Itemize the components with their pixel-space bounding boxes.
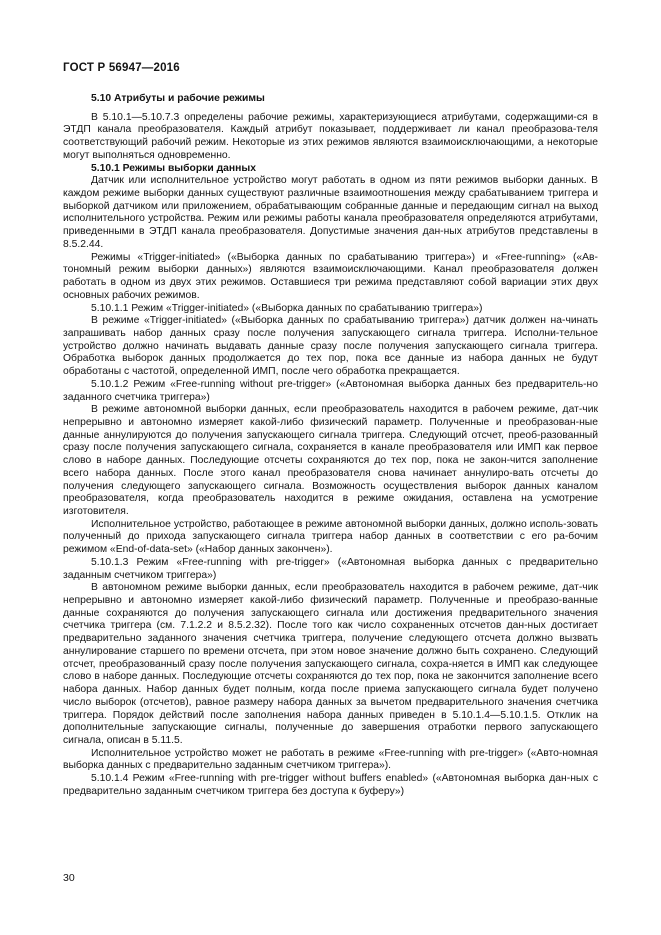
- paragraph: Режимы «Trigger-initiated» («Выборка данных по срабатыванию триггера») и «Free-running» («Ав-тономный режим выборки данных») являются взаимоисключающими. Канал преобразователя должен работать в одном из двух этих режимов. Оставшиеся три режима представляют собой вариации этих двух основных рабочих режимов.: [63, 251, 598, 301]
- document-body: [63, 93, 598, 799]
- document-id: ГОСТ Р 56947—2016: [63, 62, 180, 74]
- page-number: 30: [63, 872, 75, 884]
- paragraph: В режиме автономной выборки данных, если преобразователь находится в рабочем режиме, дат-чик непрерывно и автономно измеряет какой-либо физический параметр. Полученные и преобразован-ные данные аннулируются до получения запускающего сигнала триггера. Следующий отсчет, преоб-разованный сразу после получения запускающего сигнала, сохраняется в канале преобразователя или ИМП как первое слово в наборе данных. Последующие отсчеты сохраняются до тех пор, пока не закон-чится заполнение всего набора данных. После этого канал преобразователя снова начинает аннулиро-вать отсчеты до получения следующего запускающего сигнала. Возможность осуществления выборок данных каналом преобразователя, когда преобразователь находится в режиме ожидания, оставлена на усмотрение изготовителя.: [63, 404, 598, 517]
- paragraph: Исполнительное устройство может не работать в режиме «Free-running with pre-trigger» («Авто-номная выборка данных с предварительно заданным счетчиком триггера»).: [63, 747, 598, 772]
- section-title: 5.10 Атрибуты и рабочие режимы: [91, 93, 265, 104]
- clause-heading: 5.10.1.1 Режим «Trigger-initiated» («Выборка данных по срабатыванию триггера»): [91, 302, 483, 314]
- clause-heading: 5.10.1.4 Режим «Free-running with pre-trigger without buffers enabled» («Автономная выборка дан-ных с предварительно заданным счетчиком триггера без доступа к буферу»): [63, 773, 598, 797]
- subsection-title: 5.10.1 Режимы выборки данных: [91, 162, 256, 174]
- section-intro: В 5.10.1—5.10.7.3 определены рабочие режимы, характеризующиеся атрибутами, содержащими-ся в ЭТДП канала преобразователя. Каждый атрибут показывает, поддерживает ли канал преобразова-теля соответствующий рабочий режим. Некоторые из этих режимов являются взаимоисключающими, а некоторые могут выполняться одновременно.: [63, 111, 598, 161]
- paragraph: Датчик или исполнительное устройство могут работать в одном из пяти режимов выборки данных. В каждом режиме выборки данных существуют различные взаимоотношения между срабатыванием триггера и выборкой датчиком или приложением, обрабатывающим собранные данные и передающим сигнал на выход исполнительного устройства. Режим или режимы работы канала преобразователя определяются атрибутами, приведенными в ЭТДП канала преобразователя. Допустимые значения дан-ных атрибутов представлены в 8.5.2.44.: [63, 175, 598, 250]
- clause-heading: 5.10.1.3 Режим «Free-running with pre-trigger» («Автономная выборка данных с предварительно заданным счетчиком триггера»): [63, 556, 598, 581]
- paragraph: В режиме «Trigger-initiated» («Выборка данных по срабатыванию триггера») датчик должен на-чинать запрашивать набор данных сразу после получения запускающего сигнала триггера. Исполни-тельное устройство должно начинать выдавать данные сразу после получения запускающего сигнала триггера. Обработка выборок данных продолжается до тех пор, пока все данные из набора данных не будут обработаны с частотой, определенной ИМП, после чего обработка прекращается.: [63, 315, 598, 378]
- paragraph: В автономном режиме выборки данных, если преобразователь находится в рабочем режиме, дат-чик непрерывно и автономно измеряет какой-либо физический параметр. Полученные и преобразо-ванные данные сохраняются до получения запускающего сигнала или достижения предварительного значения счетчика триггера (см. 7.1.2.2 и 8.5.2.32). После того как число сохраненных отсчетов дан-ных достигает предварительно заданного значения счетчика триггера, получение следующего отсчета должно вызвать аннулирование старшего по времени отсчета, при этом новое значение должно быть сохранено. Следующий отсчет, преобразованный сразу после получения запускающего сигнала, сохра-няется в ИМП как следующее слово в наборе данных. Последующие отсчеты сохраняются до тех пор, пока не закончится заполнение всего набора данных. Набор данных будет полным, когда после приема запускающего сигнала будет получено число выборок (отсчетов), равное размеру набора данных за вычетом предварительного значения счетчика триггера. Порядок действий после заполнения набора данных приведен в 5.10.1.4—5.10.1.5. Отклик на дополнительные запускающие сигналы, полученные до завершения отработки первого запускающего сигнала, описан в 5.11.5.: [63, 582, 598, 746]
- clause-heading: 5.10.1.2 Режим «Free-running without pre-trigger» («Автономная выборка данных без предваритель-но заданного счетчика триггера»): [63, 378, 598, 403]
- paragraph: Исполнительное устройство, работающее в режиме автономной выборки данных, должно исполь-зовать полученный до прихода запускающего сигнала триггера набор данных в соответствии с его ра-бочим режимом «End-of-data-set» («Набор данных закончен»).: [63, 518, 598, 556]
